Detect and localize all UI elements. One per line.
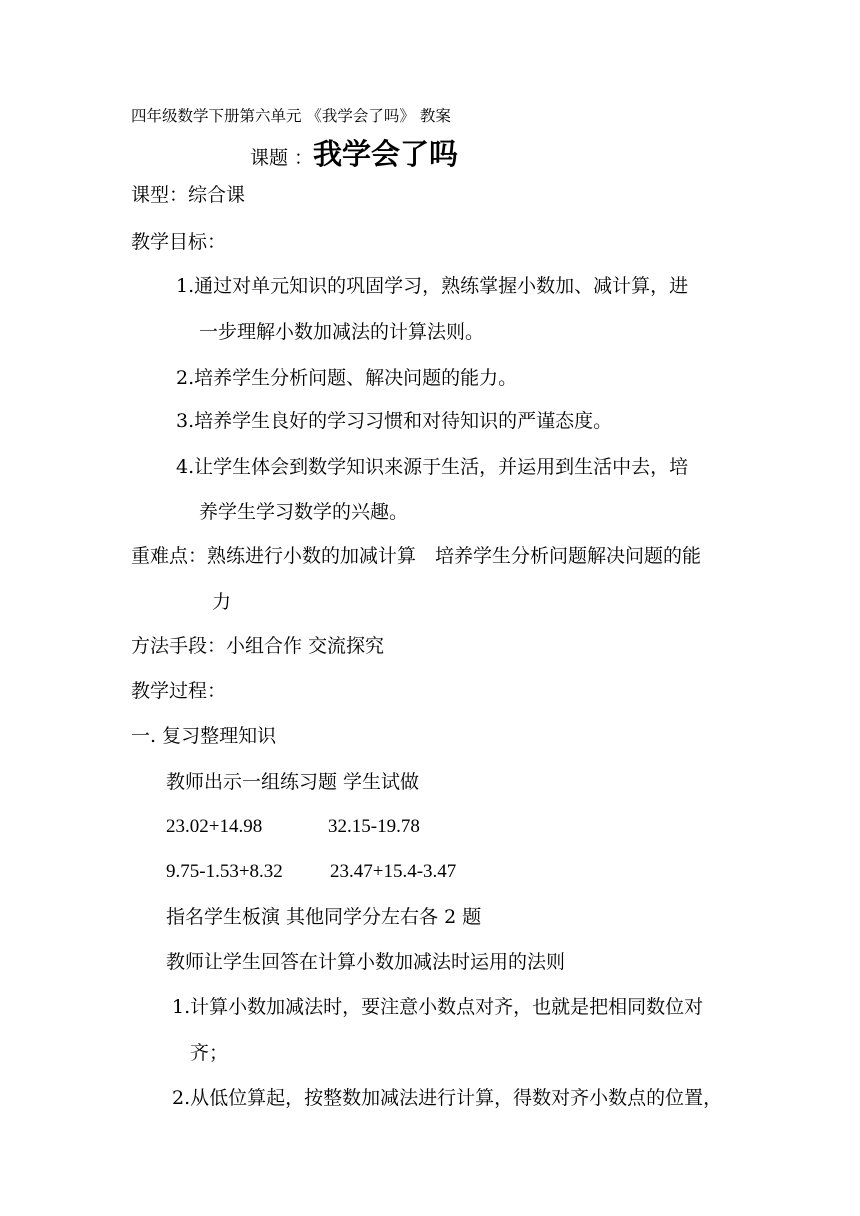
- objective-number: 2: [176, 367, 189, 389]
- lesson-title: [250, 134, 458, 174]
- objective-2: [176, 366, 517, 390]
- document-header: 四年级数学下册第六单元 《我学会了吗》 教案: [131, 107, 451, 125]
- title-prefix: 课题 ：: [250, 147, 314, 169]
- calc-row-1-item-1: 23.02+14.98: [166, 816, 263, 837]
- rule-prompt: 教师让学生回答在计算小数加减法时运用的法则: [166, 951, 566, 973]
- rule-text: .从低位算起，按整数加减法进行计算，得数对齐小数点的位置，: [184, 1087, 723, 1109]
- objective-1-line-1: [176, 274, 688, 298]
- objective-number: 1: [176, 275, 189, 297]
- lesson-type: 课型：综合课: [131, 184, 246, 206]
- board-work: 指名学生板演 其他同学分左右各 2 题: [166, 906, 482, 928]
- section-1-intro: 教师出示一组练习题 学生试做: [166, 771, 420, 793]
- objective-1-line-2: 一步理解小数加减法的计算法则。: [199, 321, 485, 343]
- rule-1-line-1: [172, 995, 703, 1019]
- rule-1-line-2: 齐；: [190, 1042, 229, 1064]
- section-1-heading: 一. 复习整理知识: [131, 725, 277, 747]
- objective-number: 4: [176, 456, 189, 478]
- objective-4-line-2: 养学生学习数学的兴趣。: [199, 501, 409, 523]
- objective-text: .培养学生分析问题、解决问题的能力。: [188, 367, 518, 389]
- calc-row-1-item-2: 32.15-19.78: [328, 816, 420, 837]
- rule-2-line-1: [172, 1086, 722, 1110]
- objective-4-line-1: [176, 455, 688, 479]
- objective-number: 3: [176, 410, 189, 432]
- rule-number: 1: [172, 996, 185, 1018]
- objective-text: .让学生体会到数学知识来源于生活，并运用到生活中去，培: [188, 456, 689, 478]
- rule-number: 2: [172, 1087, 185, 1109]
- objective-3: [176, 409, 612, 433]
- title-main: 我学会了吗: [313, 137, 459, 171]
- key-points-line-1: 重难点：熟练进行小数的加减计算 培养学生分析问题解决问题的能: [131, 545, 702, 567]
- objective-text: .通过对单元知识的巩固学习，熟练掌握小数加、减计算，进: [188, 275, 689, 297]
- rule-text: .计算小数加减法时，要注意小数点对齐，也就是把相同数位对: [184, 996, 704, 1018]
- process-heading: 教学过程：: [131, 680, 227, 702]
- objectives-heading: 教学目标：: [131, 231, 227, 253]
- calc-row-2-item-1: 9.75-1.53+8.32: [166, 861, 283, 882]
- calc-row-2-item-2: 23.47+15.4-3.47: [330, 861, 457, 882]
- key-points-line-2: 力: [212, 591, 232, 613]
- methods: 方法手段：小组合作 交流探究: [131, 635, 385, 657]
- objective-text: .培养学生良好的学习习惯和对待知识的严谨态度。: [188, 410, 613, 432]
